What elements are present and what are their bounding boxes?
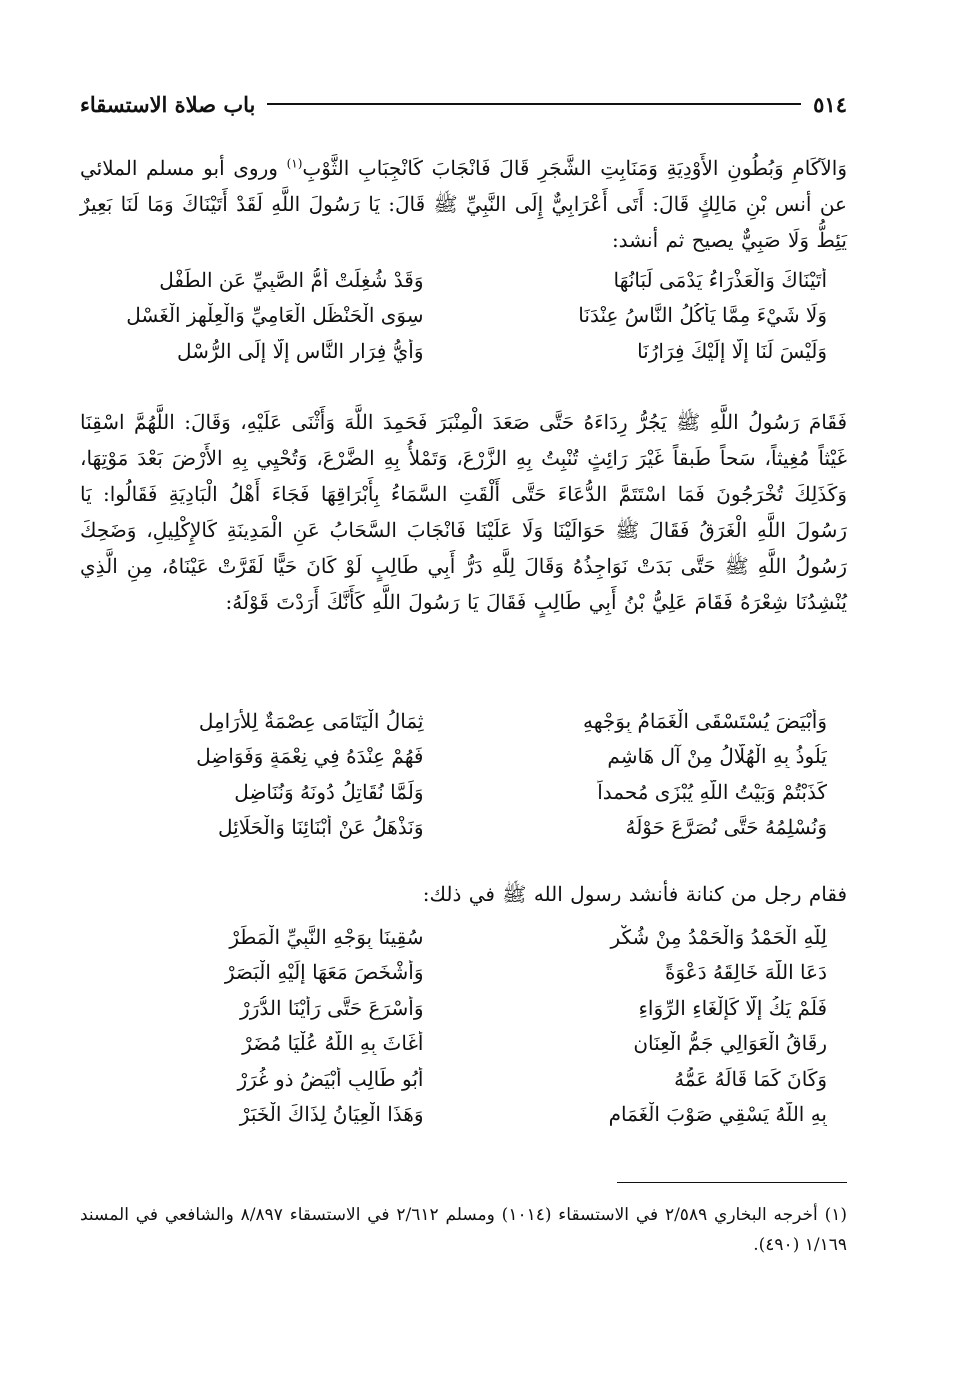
first-hemistich: لِلَّهِ الْحَمْدُ وَالْحَمْدُ مِنْ شُكْرٍ	[610, 924, 827, 949]
verse	[120, 739, 827, 775]
paragraph-intro-part2: وروى أبو مسلم الملائي عن أنس بْنِ مَالِكٍ قَالَ: أَتَى أَعْرَابِيٌّ إِلَى النَّبِيِّ ﷺ قَالَ: يَا رَسُولَ اللَّهِ لَقَدْ أَتَيْنَاكَ وَمَا لَنَا بَعِيرٌ يَئِطُّ وَلَا صَبِيٌّ يصيح ثم أنشد:	[80, 156, 847, 252]
verse	[120, 955, 827, 991]
footnote: (١) أخرجه البخاري ٢/٥٨٩ في الاستسقاء (١٠١٤) ومسلم ٢/٦١٢ في الاستسقاء ٨/٨٩٧ والشافعي في المسند ١/١٦٩ (٤٩٠).	[80, 1205, 847, 1255]
chapter-title: باب صلاة الاستسقاء	[80, 91, 256, 117]
verse	[120, 990, 827, 1026]
second-hemistich: ثِمَالُ الْيَتَامَى عِصْمَةٌ لِلأَرَامِلِ	[198, 708, 424, 733]
paragraph-prayer: فَقَامَ رَسُولُ اللَّهِ ﷺ يَجُرُّ رِدَاءَهُ حَتَّى صَعَدَ الْمِنْبَرَ فَحَمِدَ اللَّهَ وَأَثْنَى عَلَيْهِ، وَقَالَ: اللَّهُمَّ اسْقِنَا غَيْثاً مُغِيثاً، سَحاً طَبقاً غَيْرَ رَائِثٍ تُنْبِتُ بِهِ الزَّرْعَ، وَتَمْلأُ بِهِ الضَّرْعَ، وَتُحْيِي بِهِ الأَرْضَ بَعْدَ مَوْتِهَا، وَكَذَلِكَ تُخْرَجُونَ فَمَا اسْتَتَمَّ الدُّعَاءَ حَتَّى أَلْقَتِ السَّمَاءُ بِأَبْرَاقِهَا فَجَاءَ أَهْلُ الْبَادِيَةِ فَقَالُوا: يَا رَسُولَ اللَّهِ الْغَرَقُ فَقَالَ ﷺ حَوَالَيْنَا وَلَا عَلَيْنَا فَانْجَابَ السَّحَابُ عَنِ الْمَدِينَةِ كَالإِكْلِيلِ، وَضَحِكَ رَسُولُ اللَّهِ ﷺ حَتَّى بَدَتْ نَوَاجِذُهُ وَقَالَ لِلَّهِ دَرُّ أَبِي طَالِبٍ لَوْ كَانَ حَيًّا لَقَرَّتْ عَيْنَاهُ، مِنِ الَّذِي يُنْشِدُنَا شِعْرَهُ فَقَامَ عَلِيُّ بْنُ أَبِي طَالِبٍ فَقَالَ يَا رَسُولَ اللَّهِ كَأَنَّكَ أَرَدْتَ قَوْلَهُ:	[80, 410, 847, 614]
second-hemistich: فَهُمْ عِنْدَهُ فِي نِعْمَةٍ وَفَوَاضِلِ	[196, 744, 424, 769]
verse	[120, 298, 827, 334]
footnote-marker: (١)	[286, 156, 303, 171]
first-hemistich: يَلُوذُ بِهِ الْهُلَّالُ مِنْ آلِ هَاشِمٍ	[607, 744, 827, 769]
first-hemistich: وَنُسْلِمُهُ حَتَّى نُصَرَّعَ حَوْلَهُ	[625, 815, 827, 840]
header-rule	[267, 103, 801, 105]
second-hemistich: أَغَاثَ بِهِ اللَّهُ عُلْيَا مُضَرْ	[242, 1031, 424, 1056]
first-hemistich: وَلَيْسَ لَنَا إِلَّا إِلَيْكَ فِرَارُنَا	[637, 338, 827, 363]
second-hemistich: سُقِينَا بِوَجْهِ النَّبِيِّ الْمَطَرْ	[229, 924, 424, 949]
second-hemistich: سِوَى الْحَنْظَلِ الْعَامِيِّ وَالْعِلْهِزِ الْغَسْلِ	[126, 303, 424, 328]
second-hemistich: وَهَذَا الْعِيَانُ لِذَاكَ الْخَبَرْ	[239, 1102, 424, 1127]
first-hemistich: وَلَا شَيْءَ مِمَّا يَأْكُلُ النَّاسُ عِنْدَنَا	[578, 303, 827, 328]
verse	[120, 1026, 827, 1062]
poem-kinana	[120, 919, 827, 1132]
second-hemistich: وَقَدْ شُغِلَتْ أُمُّ الصَّبِيِّ عَنِ الطِّفْلِ	[159, 267, 424, 292]
second-hemistich: وَأَشْخَصَ مَعَهَا إِلَيْهِ الْبَصَرْ	[224, 960, 424, 985]
poem-abu-talib	[120, 703, 827, 845]
paragraph-intro-part1: وَالآكَامِ وَبُطُونِ الأَوْدِيَةِ وَمَنَابِتِ الشَّجَرِ قَالَ فَانْجَابَ كَانْجِبَابِ الثَّوْبِ	[302, 156, 847, 180]
second-hemistich: وَلَمَّا نُقَاتِلُ دُونَهُ وَنُنَاضِلِ	[234, 779, 424, 804]
verse	[120, 262, 827, 298]
footnote-separator	[617, 1182, 847, 1183]
second-hemistich: وَنَذْهَلُ عَنْ أَبْنَائِنَا وَالْحَلَائِلِ	[218, 815, 424, 840]
first-hemistich: دَعَا اللَّهَ خَالِقَهُ دَعْوَةً	[664, 960, 827, 985]
first-hemistich: رِقَاقُ الْعَوَالِي جَمُّ الْعِنَانِ	[633, 1031, 827, 1056]
verse	[120, 333, 827, 369]
first-hemistich: كَذَبْتُمْ وَبَيْتُ اللَّهِ يُبْزَى مُحمداً	[597, 779, 827, 804]
verse	[120, 703, 827, 739]
first-hemistich: وَأَبْيَضَ يُسْتَسْقَى الْغَمَامُ بِوَجْهِهِ	[582, 708, 827, 733]
verse	[120, 810, 827, 846]
first-hemistich: بِهِ اللَّهُ يَسْقِي صَوْبَ الْغَمَامِ	[608, 1102, 827, 1127]
second-hemistich: وَأَيُّ فِرَارِ النَّاسِ إِلَّا إِلَى الرُّسْلِ	[176, 338, 424, 363]
second-hemistich: أَبُو طَالِبٍ أَبْيَضُ ذو غُرَرْ	[237, 1066, 424, 1091]
verse	[120, 1097, 827, 1133]
first-hemistich: وَكَانَ كَمَا قَالَهُ عَمُّهُ	[674, 1066, 827, 1091]
poem-bedouin	[120, 262, 827, 369]
first-hemistich: فَلَمْ يَكُ إِلَّا كَإِلْغَاءِ الرِّوَاءِ	[638, 995, 827, 1020]
second-hemistich: وَأَسْرَعَ حَتَّى رَأَيْنَا الدُّرَرْ	[240, 995, 424, 1020]
verse	[120, 774, 827, 810]
verse	[120, 919, 827, 955]
paragraph-kinana: فقام رجل من كنانة فأنشد رسول الله ﷺ في ذلك:	[422, 882, 847, 906]
page-number: ٥١٤	[813, 91, 847, 117]
first-hemistich: أَتَيْنَاكَ وَالْعَذْرَاءُ يَدْمَى لَبَانُهَا	[613, 267, 827, 292]
verse	[120, 1061, 827, 1097]
paragraph-intro	[80, 150, 847, 258]
page-header	[80, 84, 847, 124]
